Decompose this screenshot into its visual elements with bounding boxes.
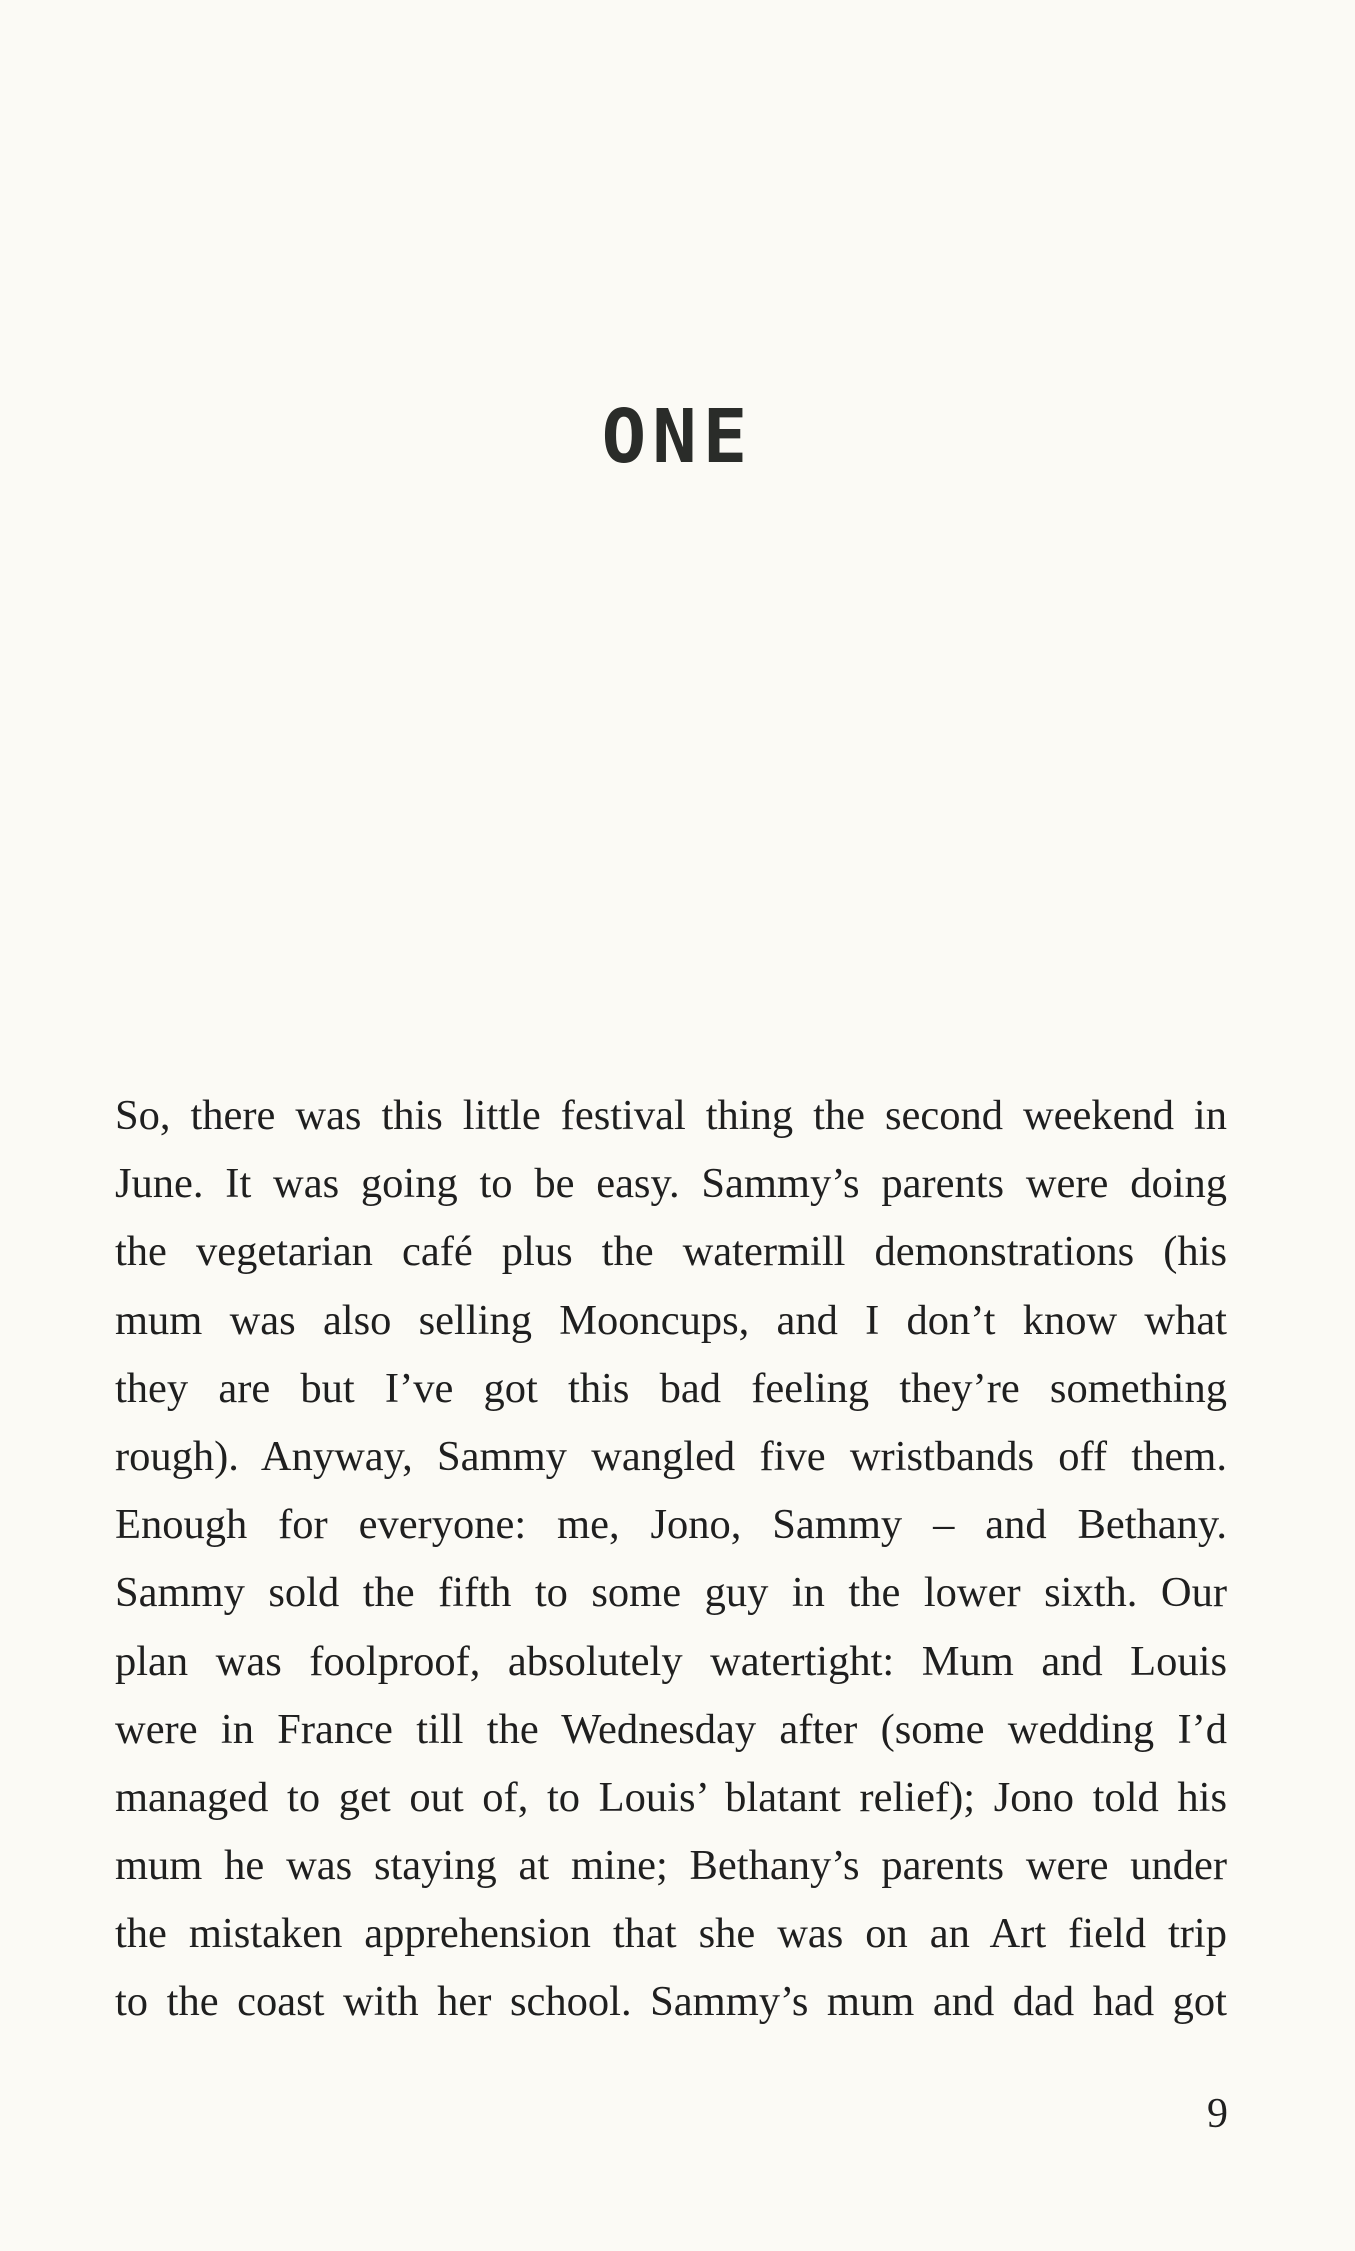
text-line: mum he was staying at mine; Bethany’s parents were under bbox=[115, 1842, 1227, 1890]
text-line: managed to get out of, to Louis’ blatant relief); Jono told his bbox=[115, 1773, 1227, 1821]
text-line: So, there was this little festival thing the second weekend in bbox=[115, 1092, 1227, 1139]
text-line: Sammy sold the fifth to some guy in the lower sixth. Our bbox=[115, 1569, 1227, 1617]
page-number: 9 bbox=[1207, 2091, 1228, 2137]
text-line: rough). Anyway, Sammy wangled five wristbands off them. bbox=[115, 1432, 1227, 1480]
text-line: plan was foolproof, absolutely watertight: Mum and Louis bbox=[115, 1637, 1227, 1685]
text-line: the mistaken apprehension that she was on an Art field trip bbox=[115, 1910, 1227, 1958]
text-line: Enough for everyone: me, Jono, Sammy – and Bethany. bbox=[115, 1501, 1227, 1549]
text-line: they are but I’ve got this bad feeling they’re something bbox=[115, 1364, 1227, 1412]
text-line: were in France till the Wednesday after (some wedding I’d bbox=[115, 1705, 1227, 1753]
text-line: June. It was going to be easy. Sammy’s parents were doing bbox=[115, 1160, 1227, 1208]
body-text bbox=[115, 1082, 1227, 2037]
text-line: mum was also selling Mooncups, and I don’t know what bbox=[115, 1296, 1227, 1344]
chapter-title: ONE bbox=[601, 394, 754, 480]
text-line: the vegetarian café plus the watermill demonstrations (his bbox=[115, 1228, 1227, 1276]
text-line: to the coast with her school. Sammy’s mum and dad had got bbox=[115, 1978, 1227, 2026]
